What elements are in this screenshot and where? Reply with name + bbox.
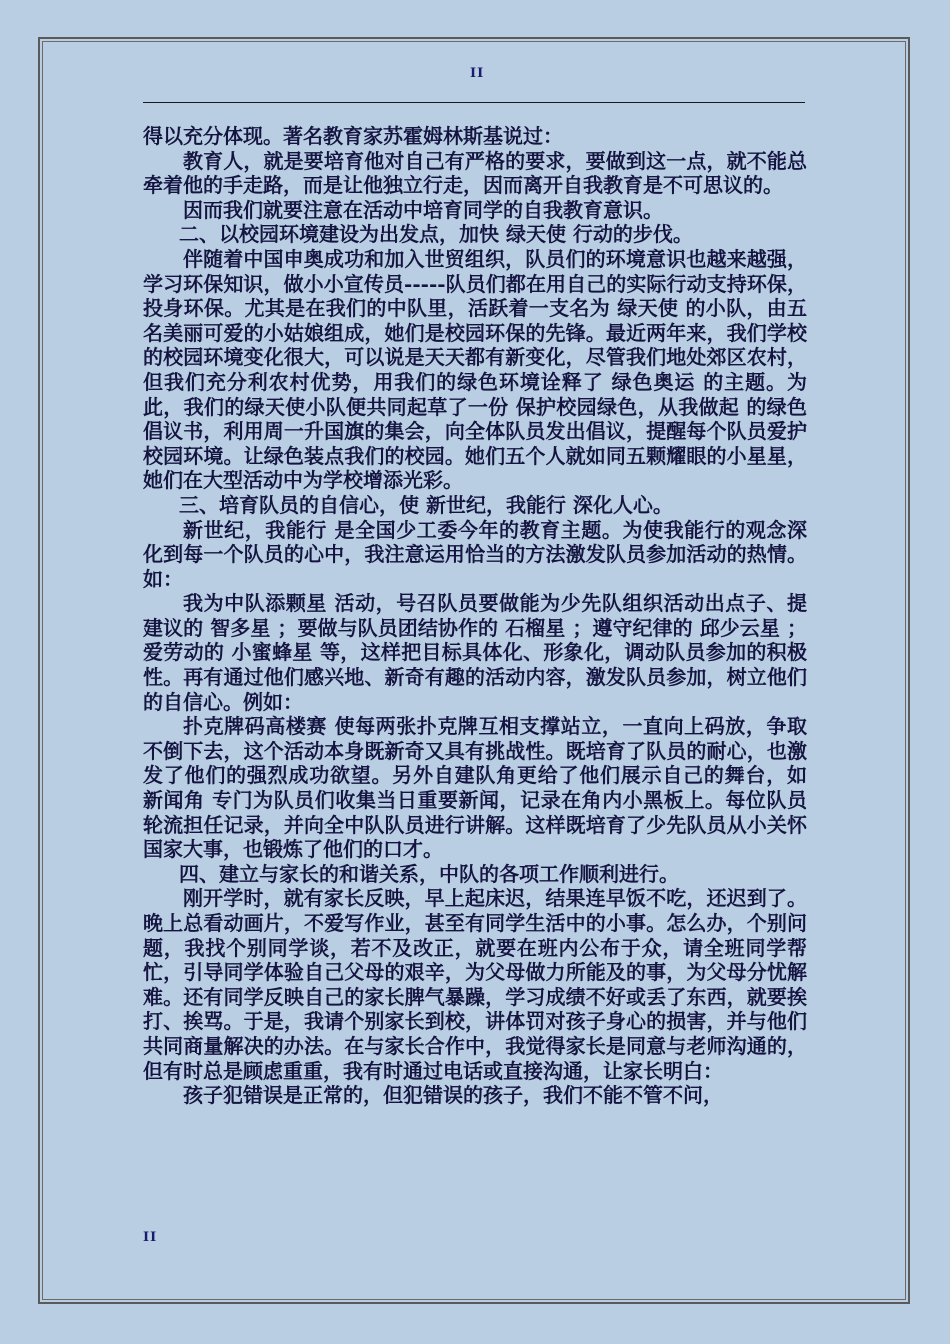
header-page-mark: II bbox=[470, 66, 485, 81]
header-divider bbox=[143, 102, 805, 103]
footer-page-mark: II bbox=[143, 1230, 158, 1245]
paragraph-5: 伴随着中国申奥成功和加入世贸组织，队员们的环境意识也越来越强，学习环保知识，做小小宣传员-----队员们都在用自己的实际行动支持环保，投身环保。尤其是在我们的中队里，活跃着一支名为 绿天使 的小队，由五名美丽可爱的小姑娘组成，她们是校园环保的先锋。最近两年来，我们学校的校园环境变化很大，可以说是天天都有新变化，尽管我们地处郊区农村，但我们充分利农村优势，用我们的绿色环境诠释了 绿色奥运 的主题。为此，我们的绿天使小队便共同起草了一份 保护校园绿色，从我做起 的绿色倡议书，利用周一升国旗的集会，向全体队员发出倡议，提醒每个队员爱护校园环境。让绿色装点我们的校园。她们五个人就如同五颗耀眼的小星星，她们在大型活动中为学校增添光彩。 bbox=[143, 246, 807, 493]
section-heading-2: 二、以校园环境建设为出发点，加快 绿天使 行动的步伐。 bbox=[179, 222, 693, 247]
paragraph-12: 孩子犯错误是正常的，但犯错误的孩子，我们不能不管不问， bbox=[183, 1083, 723, 1108]
paragraph-1: 得以充分体现。著名教育家苏霍姆林斯基说过： bbox=[143, 124, 563, 148]
section-heading-4: 四、建立与家长的和谐关系，中队的各项工作顺利进行。 bbox=[179, 861, 679, 886]
paragraph-7: 新世纪，我能行 是全国少工委今年的教育主题。为使我能行的观念深化到每一个队员的心中，我注意运用恰当的方法激发队员参加活动的热情。如： bbox=[143, 517, 807, 591]
paragraph-11: 刚开学时，就有家长反映，早上起床迟，结果连早饭不吃，还迟到了。晚上总看动画片，不爱写作业，甚至有同学生活中的小事。怎么办，个别问题，我找个别同学谈，若不及改正，就要在班内公布于众，请全班同学帮忙，引导同学体验自己父母的艰辛，为父母做力所能及的事，为父母分忧解难。还有同学反映自己的家长脾气暴躁，学习成绩不好或丢了东西，就要挨打、挨骂。于是，我请个别家长到校，讲体罚对孩子身心的损害，并与他们共同商量解决的办法。在与家长合作中，我觉得家长是同意与老师沟通的，但有时总是顾虑重重，我有时通过电话或直接沟通，让家长明白： bbox=[143, 886, 807, 1083]
paragraph-8: 我为中队添颗星 活动，号召队员要做能为少先队组织活动出点子、提建议的 智多星 ；要做与队员团结协作的 石榴星 ；遵守纪律的 邱少云星 ；爱劳动的 小蜜蜂星 等，这样把目标具体化、形象化，调动队员参加的积极性。再有通过他们感兴地、新奇有趣的活动内容，激发队员参加，树立他们的自信心。例如： bbox=[143, 591, 807, 714]
section-heading-3: 三、培育队员的自信心，使 新世纪，我能行 深化人心。 bbox=[179, 492, 673, 517]
paragraph-3: 因而我们就要注意在活动中培育同学的自我教育意识。 bbox=[183, 197, 663, 222]
document-body bbox=[143, 124, 807, 1108]
paragraph-9: 扑克牌码高楼赛 使每两张扑克牌互相支撑站立，一直向上码放，争取不倒下去，这个活动本身既新奇又具有挑战性。既培育了队员的耐心，也激发了他们的强烈成功欲望。另外自建队角更给了他们展示自己的舞台，如 新闻角 专门为队员们收集当日重要新闻，记录在角内小黑板上。每位队员轮流担任记录，并向全中队队员进行讲解。这样既培育了少先队员从小关怀国家大事，也锻炼了他们的口才。 bbox=[143, 714, 807, 862]
quote-paragraph: 教育人，就是要培育他对自己有严格的要求，要做到这一点，就不能总牵着他的手走路，而是让他独立行走，因而离开自我教育是不可思议的。 bbox=[143, 148, 807, 198]
